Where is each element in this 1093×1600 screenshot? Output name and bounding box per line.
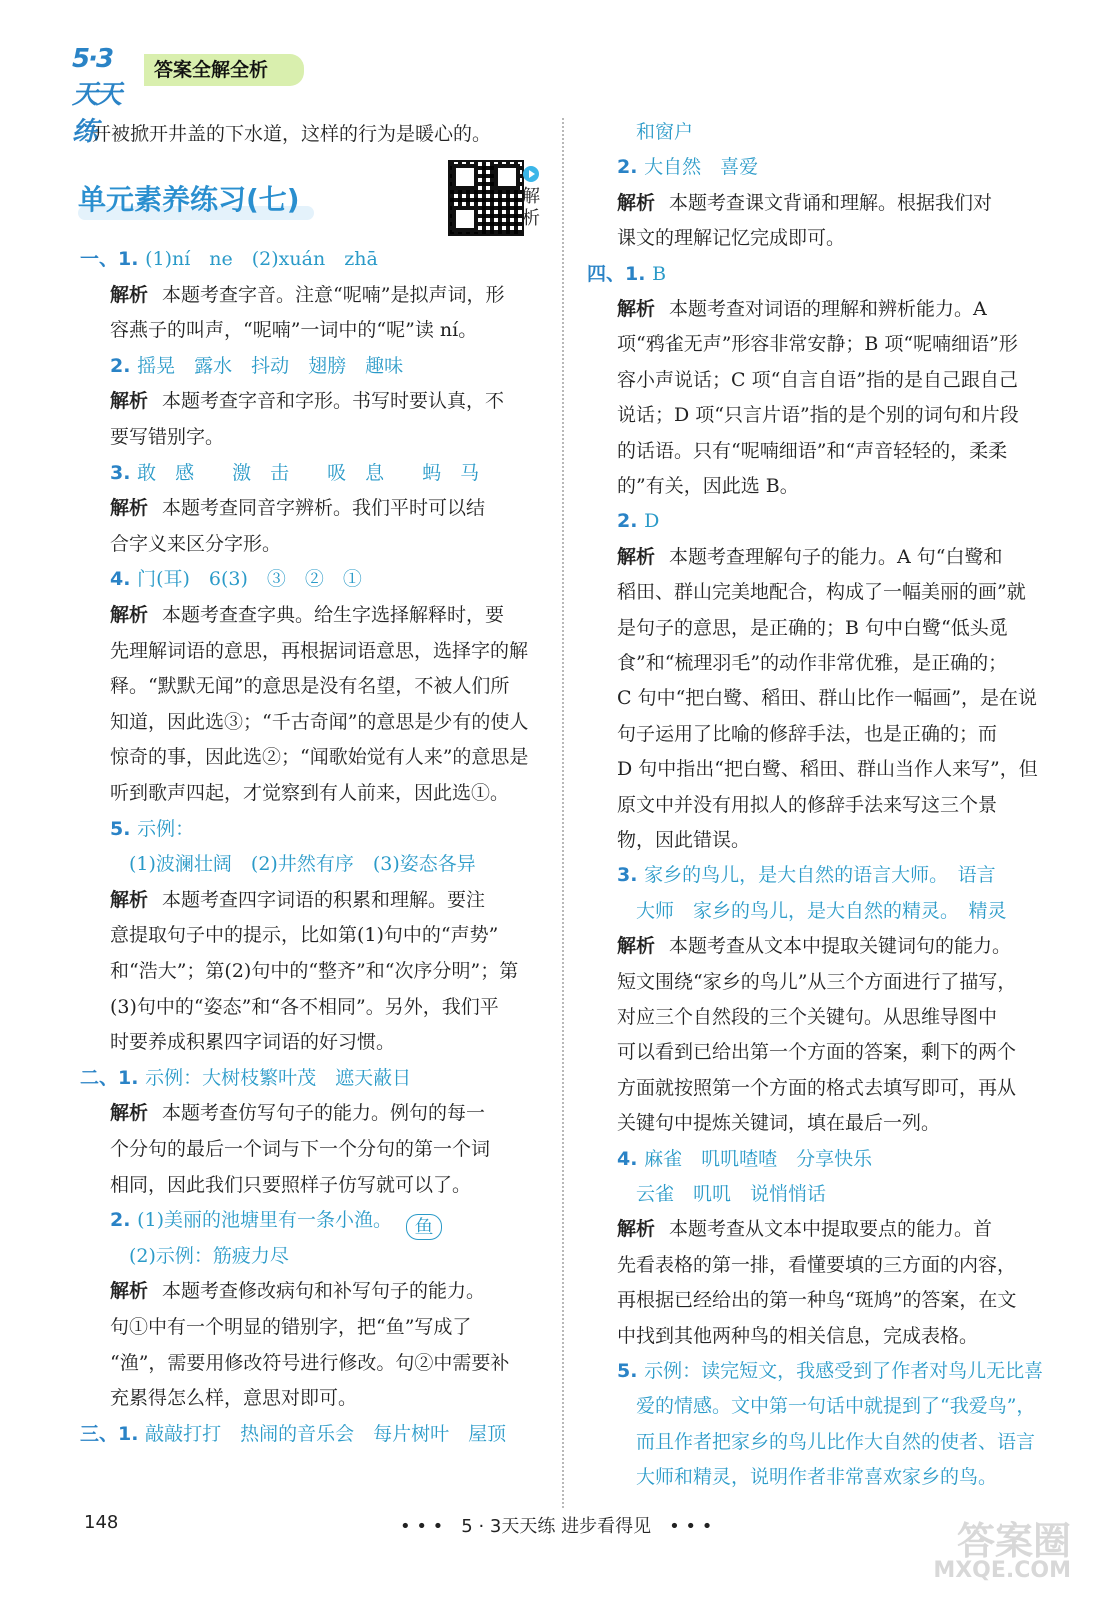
logo-text: 5·3天天练 <box>72 44 121 147</box>
explanation-text: 的”有关，因此选 B。 <box>617 475 799 497</box>
explanation-text: 本题考查同音字辨析。我们平时可以结 <box>162 497 486 520</box>
left-text-line <box>110 495 485 521</box>
explanation-text: 中找到其他两种鸟的相关信息，完成表格。 <box>617 1324 979 1347</box>
right-text-line <box>617 1216 992 1242</box>
answer-text: (1)ní ne (2)xuán zhā <box>145 248 378 270</box>
right-text-line <box>617 792 997 818</box>
left-text-line <box>110 744 528 770</box>
correction-mark: 鱼 <box>406 1214 442 1240</box>
right-text-line <box>617 1464 997 1490</box>
section-title-text: 单元素养练习(七) <box>78 183 300 216</box>
left-text-line <box>110 1243 289 1269</box>
right-text-line <box>617 119 693 145</box>
right-text-line <box>617 1004 997 1030</box>
right-text-line <box>617 898 1007 924</box>
page-number: 148 <box>84 1512 119 1533</box>
explanation-text: 物，因此错误。 <box>617 829 751 851</box>
analysis-label: 解析 <box>617 1218 656 1241</box>
explanation-text: 说话；D 项“只言片语”指的是个别的词句和片段 <box>617 404 1019 427</box>
left-text-line <box>110 1172 471 1198</box>
right-text-line <box>617 650 1007 676</box>
question-number: 2. <box>617 156 645 179</box>
explanation-text: 合字义来区分字形。 <box>110 532 282 555</box>
explanation-text: 本题考查四字词语的积累和理解。要注 <box>162 888 486 911</box>
left-text-line <box>110 1385 357 1411</box>
answer-text: 大师 家乡的鸟儿，是大自然的精灵。 精灵 <box>617 899 1007 922</box>
right-text-line <box>617 1323 978 1349</box>
analysis-label: 解析 <box>110 888 149 911</box>
left-text-line <box>110 816 194 842</box>
right-text-line <box>617 402 1019 428</box>
explanation-text: 知道，因此选③；“千古奇闻”的意思是少有的使人 <box>110 710 529 733</box>
analysis-label: 解析 <box>110 604 149 626</box>
question-number: 5. <box>617 1360 645 1382</box>
left-text-line <box>110 958 518 984</box>
left-text-line <box>80 1421 506 1447</box>
left-text-line <box>110 780 509 806</box>
right-text-line <box>617 438 1007 464</box>
left-text-line <box>110 566 362 592</box>
explanation-text: 对应三个自然段的三个关键句。从思维导图中 <box>617 1006 998 1028</box>
explanation-text: 和“浩大”；第(2)句中的“整齐”和“次序分明”；第 <box>110 960 519 982</box>
answer-text: 示例： <box>137 817 195 840</box>
explanation-text: 本题考查对词语的理解和辨析能力。A <box>669 298 987 320</box>
answer-text: B <box>652 262 667 285</box>
left-text-line <box>110 424 224 450</box>
explanation-text: (3)句中的“姿态”和“各不相同”。另外，我们平 <box>110 995 499 1018</box>
explanation-text: 听到歌声四起，才觉察到有人前来，因此选①。 <box>110 782 510 804</box>
question-number: 2. <box>110 354 138 377</box>
explanation-text: 惊奇的事，因此选②；“闻歌始觉有人来”的意思是 <box>110 746 529 769</box>
question-number: 三、1. <box>80 1422 146 1445</box>
left-text-line <box>110 1136 490 1162</box>
header-banner: 答案全解全析 <box>144 54 304 86</box>
explanation-text: 项“鸦雀无声”形容非常安静；B 项“呢喃细语”形 <box>617 333 1018 356</box>
right-text-line <box>617 1252 1016 1278</box>
left-text-line <box>110 1314 471 1340</box>
play-icon[interactable] <box>523 166 539 182</box>
explanation-text: 本题考查从文本中提取关键词句的能力。 <box>669 935 1012 958</box>
left-text-line <box>110 1350 509 1376</box>
right-text-line <box>617 508 659 534</box>
right-text-line <box>617 367 1018 393</box>
right-text-line <box>617 1358 1043 1384</box>
right-text-line <box>617 827 750 853</box>
answer-text: 大师和精灵，说明作者非常喜欢家乡的鸟。 <box>617 1466 998 1489</box>
right-text-line <box>617 862 996 888</box>
answer-text: 摇晃 露水 抖动 翅膀 趣味 <box>137 354 404 377</box>
explanation-text: 时要养成积累四字词语的好习惯。 <box>110 1031 396 1054</box>
right-text-line <box>617 1429 1035 1455</box>
explanation-text: “渔”，需要用修改符号进行修改。句②中需要补 <box>110 1351 510 1374</box>
question-number: 二、1. <box>80 1066 146 1089</box>
right-text-line <box>617 969 1016 995</box>
column-divider <box>562 118 564 1508</box>
analysis-label: 解析 <box>110 1280 149 1303</box>
left-text-line <box>110 638 528 664</box>
explanation-text: 个分句的最后一个词与下一个分句的第一个词 <box>110 1138 491 1160</box>
left-text-line <box>110 353 403 379</box>
question-number: 4. <box>617 1147 645 1170</box>
right-text-line <box>617 225 845 251</box>
explanation-text: 容小声说话；C 项“自言自语”指的是自己跟自己 <box>617 368 1019 391</box>
explanation-text: 本题考查从文本中提取要点的能力。首 <box>669 1218 993 1241</box>
explanation-text: 先理解词语的意思，再根据词语意思，选择字的解 <box>110 639 529 662</box>
question-number: 3. <box>110 461 138 484</box>
explanation-text: 食”和“梳理羽毛”的动作非常优雅，是正确的； <box>617 652 1008 674</box>
right-text-line <box>617 721 997 747</box>
right-text-line <box>587 261 666 287</box>
left-text-line <box>110 887 485 913</box>
left-intro: 开被掀开井盖的下水道，这样的行为是暖心的。 <box>92 123 492 145</box>
right-text-line <box>617 685 1037 711</box>
explanation-text: 本题考查字音。注意“呢喃”是拟声词，形 <box>162 283 505 306</box>
explanation-text: 可以看到已给出第一个方面的答案，剩下的两个 <box>617 1041 1017 1064</box>
answer-text: D <box>644 510 660 533</box>
analysis-label: 解析 <box>110 1102 149 1125</box>
analysis-label: 解析 <box>617 298 656 320</box>
explanation-text: 意提取句子中的提示，比如第(1)句中的“声势” <box>110 924 499 947</box>
explanation-text: 稻田、群山完美地配合，构成了一幅美丽的画”就 <box>617 581 1026 604</box>
right-text-line <box>617 544 1003 570</box>
answer-text: 爱的情感。文中第一句话中就提到了“我爱鸟”， <box>617 1395 1036 1418</box>
analysis-label: 解析 <box>110 283 149 306</box>
explanation-text: 句①中有一个明显的错别字，把“鱼”写成了 <box>110 1316 472 1338</box>
left-text-line <box>110 1029 395 1055</box>
explanation-text: 再根据已经给出的第一种鸟“斑鸠”的答案，在文 <box>617 1289 1017 1312</box>
left-text-line <box>110 1278 485 1304</box>
question-number: 四、1. <box>587 262 653 285</box>
explanation-text: 本题考查课文背诵和理解。根据我们对 <box>669 191 993 214</box>
right-text-line <box>617 473 799 499</box>
question-number: 一、1. <box>80 248 146 270</box>
explanation-text: D 句中指出“把白鹭、稻田、群山当作人来写”，但 <box>617 758 1038 781</box>
analysis-label: 解析 <box>110 390 149 413</box>
watermark-logo: 答案圈 MXQE.COM <box>933 1519 1071 1583</box>
explanation-text: 要写错别字。 <box>110 426 225 448</box>
answer-text: (2)示例：筋疲力尽 <box>110 1244 289 1267</box>
answer-text: 而且作者把家乡的鸟儿比作大自然的使者、语言 <box>617 1430 1036 1453</box>
section-title <box>78 178 316 222</box>
right-text-line <box>617 154 758 180</box>
left-text-line <box>110 1100 485 1126</box>
left-text-line <box>110 673 509 699</box>
explanation-text: 句子运用了比喻的修辞手法，也是正确的；而 <box>617 722 998 745</box>
explanation-text: 本题考查字音和字形。书写时要认真，不 <box>162 390 505 413</box>
explanation-text: 充累得怎么样，意思对即可。 <box>110 1387 358 1410</box>
answer-text: 家乡的鸟儿，是大自然的语言大师。 语言 <box>644 864 996 887</box>
explanation-text: 短文围绕“家乡的鸟儿”从三个方面进行了描写， <box>617 970 1017 993</box>
right-text-line <box>617 1287 1016 1313</box>
left-text-line <box>110 388 504 414</box>
explanation-text: 是句子的意思，是正确的；B 句中白鹭“低头觅 <box>617 616 1008 639</box>
left-text-line <box>110 709 528 735</box>
right-text-line <box>617 190 992 216</box>
question-number: 3. <box>617 864 645 887</box>
left-text-line <box>110 460 479 486</box>
explanation-text: 方面就按照第一个方面的格式去填写即可，再从 <box>617 1076 1017 1099</box>
answer-text: 示例：大树枝繁叶茂 遮天蔽日 <box>145 1066 412 1089</box>
left-text-line <box>110 1207 392 1233</box>
right-text-line <box>617 1181 826 1207</box>
analysis-label: 解析 <box>617 191 656 214</box>
right-text-line <box>617 615 1008 641</box>
answer-text: (1)美丽的池塘里有一条小渔。 <box>137 1209 392 1232</box>
explanation-text: 原文中并没有用拟人的修辞手法来写这三个景 <box>617 793 998 816</box>
explanation-text: 本题考查仿写句子的能力。例句的每一 <box>162 1102 486 1125</box>
answer-text: 云雀 叽叽 说悄悄话 <box>617 1183 827 1205</box>
qr-label: 解析 <box>522 186 540 229</box>
question-number: 2. <box>617 510 645 533</box>
left-text-line <box>110 602 504 628</box>
explanation-text: 本题考查查字典。给生字选择解释时，要 <box>162 604 505 626</box>
analysis-label: 解析 <box>617 935 656 958</box>
explanation-text: 容燕子的叫声，“呢喃”一词中的“呢”读 ní。 <box>110 319 478 342</box>
explanation-text: 释。“默默无闻”的意思是没有名望，不被人们所 <box>110 675 510 698</box>
right-text-line <box>617 331 1018 357</box>
qr-code-icon[interactable] <box>448 160 524 236</box>
answer-text: (1)波澜壮阔 (2)井然有序 (3)姿态各异 <box>110 853 476 876</box>
analysis-label: 解析 <box>617 545 656 568</box>
explanation-text: 的话语。只有“呢喃细语”和“声音轻轻的，柔柔 <box>617 439 1008 462</box>
explanation-text: 本题考查理解句子的能力。A 句“白鹭和 <box>669 545 1003 568</box>
explanation-text: 本题考查修改病句和补写句子的能力。 <box>162 1280 486 1303</box>
answer-text: 示例：读完短文，我感受到了作者对鸟儿无比喜 <box>644 1360 1044 1382</box>
left-text-line <box>80 246 378 272</box>
right-text-line <box>617 1039 1016 1065</box>
right-text-line <box>617 296 987 322</box>
answer-text: 敢 感 激 击 吸 息 蚂 马 <box>137 461 480 484</box>
left-text-line <box>110 282 504 308</box>
answer-text: 敲敲打打 热闹的音乐会 每片树叶 屋顶 <box>145 1422 507 1445</box>
right-text-line <box>617 1110 940 1136</box>
right-text-line <box>617 1075 1016 1101</box>
left-text-line <box>80 1065 411 1091</box>
left-text-line <box>110 994 499 1020</box>
question-number: 5. <box>110 817 138 840</box>
right-text-line <box>617 756 1038 782</box>
right-text-line <box>617 1393 1035 1419</box>
answer-text: 麻雀 叽叽喳喳 分享快乐 <box>644 1147 873 1170</box>
explanation-text: 课文的理解记忆完成即可。 <box>617 227 846 250</box>
explanation-text: C 句中“把白鹭、稻田、群山比作一幅画”，是在说 <box>617 687 1038 710</box>
answer-text: 和窗户 <box>617 121 694 143</box>
footer-slogan: • • • 5 · 3天天练 进步看得见 • • • <box>400 1516 713 1537</box>
explanation-text: 关键句中提炼关键词，填在最后一列。 <box>617 1112 941 1135</box>
answer-text: 大自然 喜爱 <box>644 156 759 179</box>
right-text-line <box>617 1146 872 1172</box>
left-text-line <box>110 531 281 557</box>
left-text-line <box>110 851 476 877</box>
brand-logo <box>72 44 132 147</box>
right-text-line <box>617 933 1011 959</box>
left-text-line <box>110 317 477 343</box>
explanation-text: 先看表格的第一排，看懂要填的三方面的内容， <box>617 1253 1017 1276</box>
question-number: 4. <box>110 568 138 591</box>
analysis-label: 解析 <box>110 497 149 520</box>
right-text-line <box>617 579 1026 605</box>
answer-text: 门(耳) 6(3) ③ ② ① <box>137 568 362 591</box>
question-number: 2. <box>110 1209 138 1232</box>
explanation-text: 相同，因此我们只要照样子仿写就可以了。 <box>110 1173 472 1196</box>
left-text-line <box>110 922 498 948</box>
